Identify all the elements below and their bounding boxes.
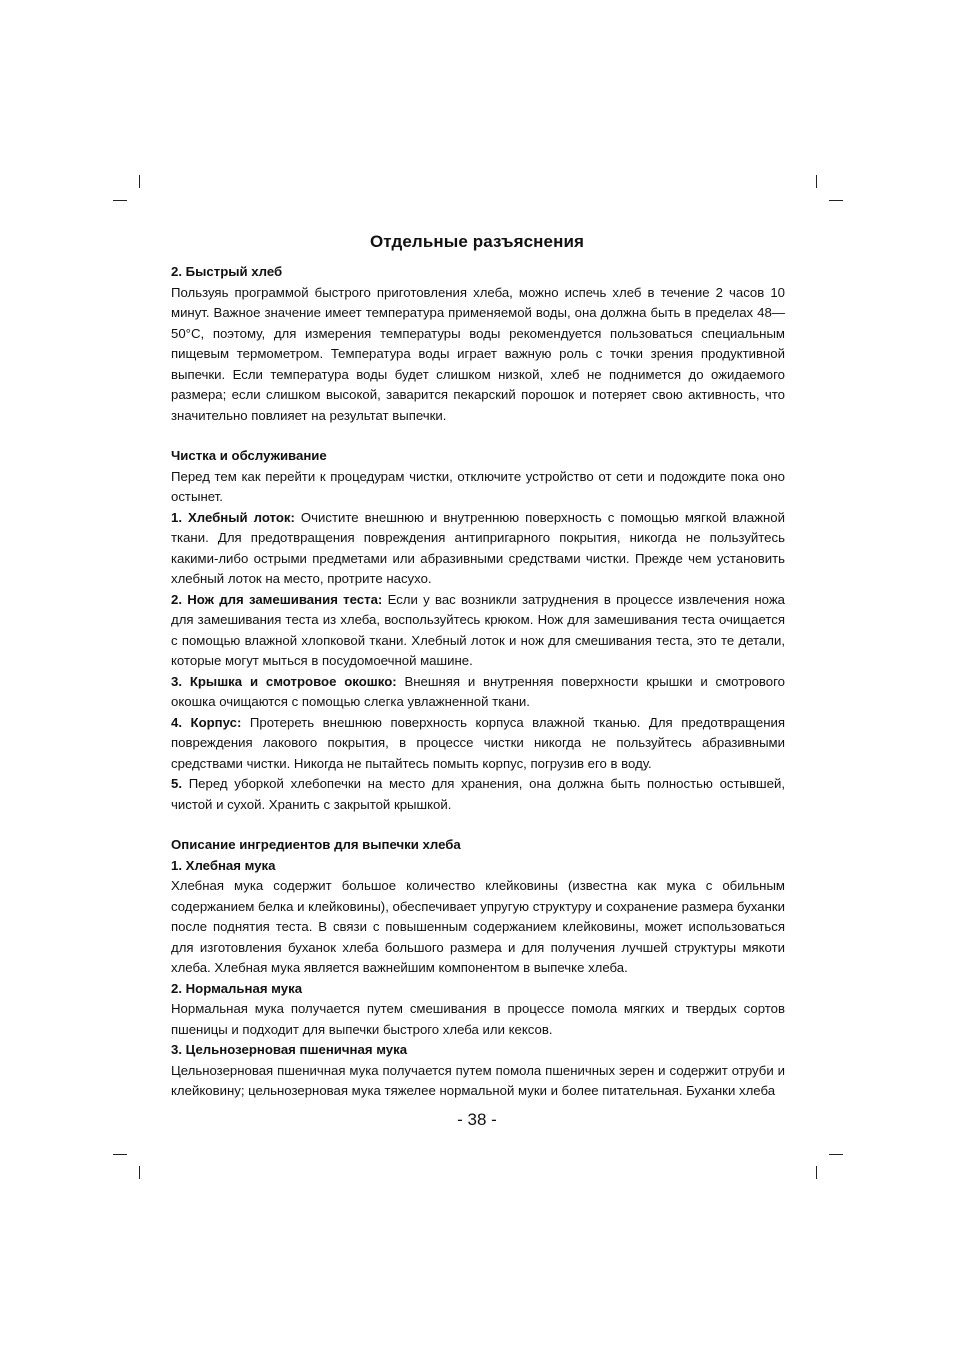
cleaning-item-label: 5. <box>171 776 182 791</box>
cleaning-item-text: Если у вас возникли затруднения в процессе извлечения ножа для замешивания теста из хлеба, воспользуйтесь крюком. Нож для замешивания теста очищается с помощью влажной хлопковой ткани. Хлебный лоток и нож для смешивания теста, это те детали, которые могут мыться в посудомоечной машине. <box>171 591 785 668</box>
cleaning-item-housing <box>171 713 785 775</box>
cleaning-intro-paragraph: Перед тем как перейти к процедурам чистки, отключите устройство от сети и подождите пока оно остынет. <box>171 468 785 504</box>
cleaning-item-text: Протереть внешнюю поверхность корпуса влажной тканью. Для предотвращения повреждения лакового покрытия, в процессе чистки никогда не пользуйтесь абразивными средствами чистки. Никогда не пытайтесь помыть корпус, погрузив его в воду. <box>171 714 785 771</box>
crop-mark-bottom-left-vertical <box>139 1166 140 1179</box>
cleaning-heading: Чистка и обслуживание <box>171 448 327 463</box>
ingredient-bread-flour-heading: 1. Хлебная мука <box>171 857 276 873</box>
ingredient-whole-wheat-heading: 3. Цельнозерновая пшеничная мука <box>171 1042 408 1057</box>
cleaning-item-kneading-blade <box>171 590 785 672</box>
cleaning-item-bread-pan <box>171 508 785 590</box>
page-content <box>171 262 785 1102</box>
cleaning-item-label: 3. Крышка и смотровое окошко: <box>171 673 397 689</box>
cleaning-item-text: Внешняя и внутренняя поверхности крышки и смотрового окошка очищаются с помощью слегка увлажненной ткани. <box>171 673 785 709</box>
cleaning-item-lid-window <box>171 672 785 713</box>
page-number: - 38 - <box>457 1110 497 1129</box>
crop-mark-bottom-right-horizontal <box>829 1154 843 1155</box>
crop-mark-top-left-vertical <box>139 175 140 188</box>
quick-bread-heading: 2. Быстрый хлеб <box>171 264 283 279</box>
crop-mark-bottom-right-vertical <box>816 1166 817 1179</box>
cleaning-item-storage <box>171 774 785 815</box>
ingredient-normal-flour-paragraph: Нормальная мука получается путем смешивания в процессе помола мягких и твердых сортов пшеницы и подходит для выпечки быстрого хлеба или кексов. <box>171 1001 785 1037</box>
cleaning-item-label: 2. Нож для замешивания теста: <box>171 591 383 607</box>
ingredients-heading: Описание ингредиентов для выпечки хлеба <box>171 837 461 852</box>
crop-mark-top-right-horizontal <box>829 200 843 201</box>
cleaning-item-text: Очистите внешнюю и внутреннюю поверхность с помощью мягкой влажной ткани. Для предотвращения повреждения антипригарного покрытия, никогда не пользуйтесь какими-либо острыми предметами или абразивными средствами чистки. Прежде чем установить хлебный лоток на место, протрите насухо. <box>171 509 785 586</box>
ingredient-bread-flour-paragraph: Хлебная мука содержит большое количество клейковины (известна как мука с обильным содержанием белка и клейковины), обеспечивает упругую структуру и сохранение размера буханки после поднятия теста. В связи с повышенным содержанием клейковины, может использоваться для изготовления буханок хлеба большого размера и для получения лучшей структуры мякоти хлеба. Хлебная мука является важнейшим компонентом в выпечке хлеба. <box>171 878 785 975</box>
cleaning-item-label: 1. Хлебный лоток: <box>171 509 295 525</box>
ingredient-normal-flour-heading: 2. Нормальная мука <box>171 980 303 996</box>
ingredient-whole-wheat-paragraph: Цельнозерновая пшеничная мука получается путем помола пшеничных зерен и содержит отруби и клейковину; цельнозерновая мука тяжелее нормальной муки и более питательная. Буханки хлеба <box>171 1062 785 1098</box>
quick-bread-paragraph: Пользуяь программой быстрого приготовления хлеба, можно испечь хлеб в течение 2 часов 10 минут. Важное значение имеет температура применяемой воды, она должна быть в пределах 48—50°С, поэтому, для измерения температуры воды рекомендуется пользоваться специальным пищевым термометром. Температура воды играет важную роль с точки зрения продуктивной выпечки. Если температура воды будет слишком низкой, хлеб не поднимется до ожидаемого размера; если слишком высокой, заварится пекарский порошок и потеряет свою активность, что значительно повлияет на результат выпечки. <box>171 284 785 423</box>
cleaning-item-text: Перед уборкой хлебопечки на место для хранения, она должна быть полностью остывшей, чистой и сухой. Хранить с закрытой крышкой. <box>171 776 785 812</box>
crop-mark-top-right-vertical <box>816 175 817 188</box>
cleaning-item-label: 4. Корпус: <box>171 714 242 730</box>
crop-mark-top-left-horizontal <box>113 200 127 201</box>
page-title: Отдельные разъяснения <box>369 232 585 251</box>
crop-mark-bottom-left-horizontal <box>113 1154 127 1155</box>
